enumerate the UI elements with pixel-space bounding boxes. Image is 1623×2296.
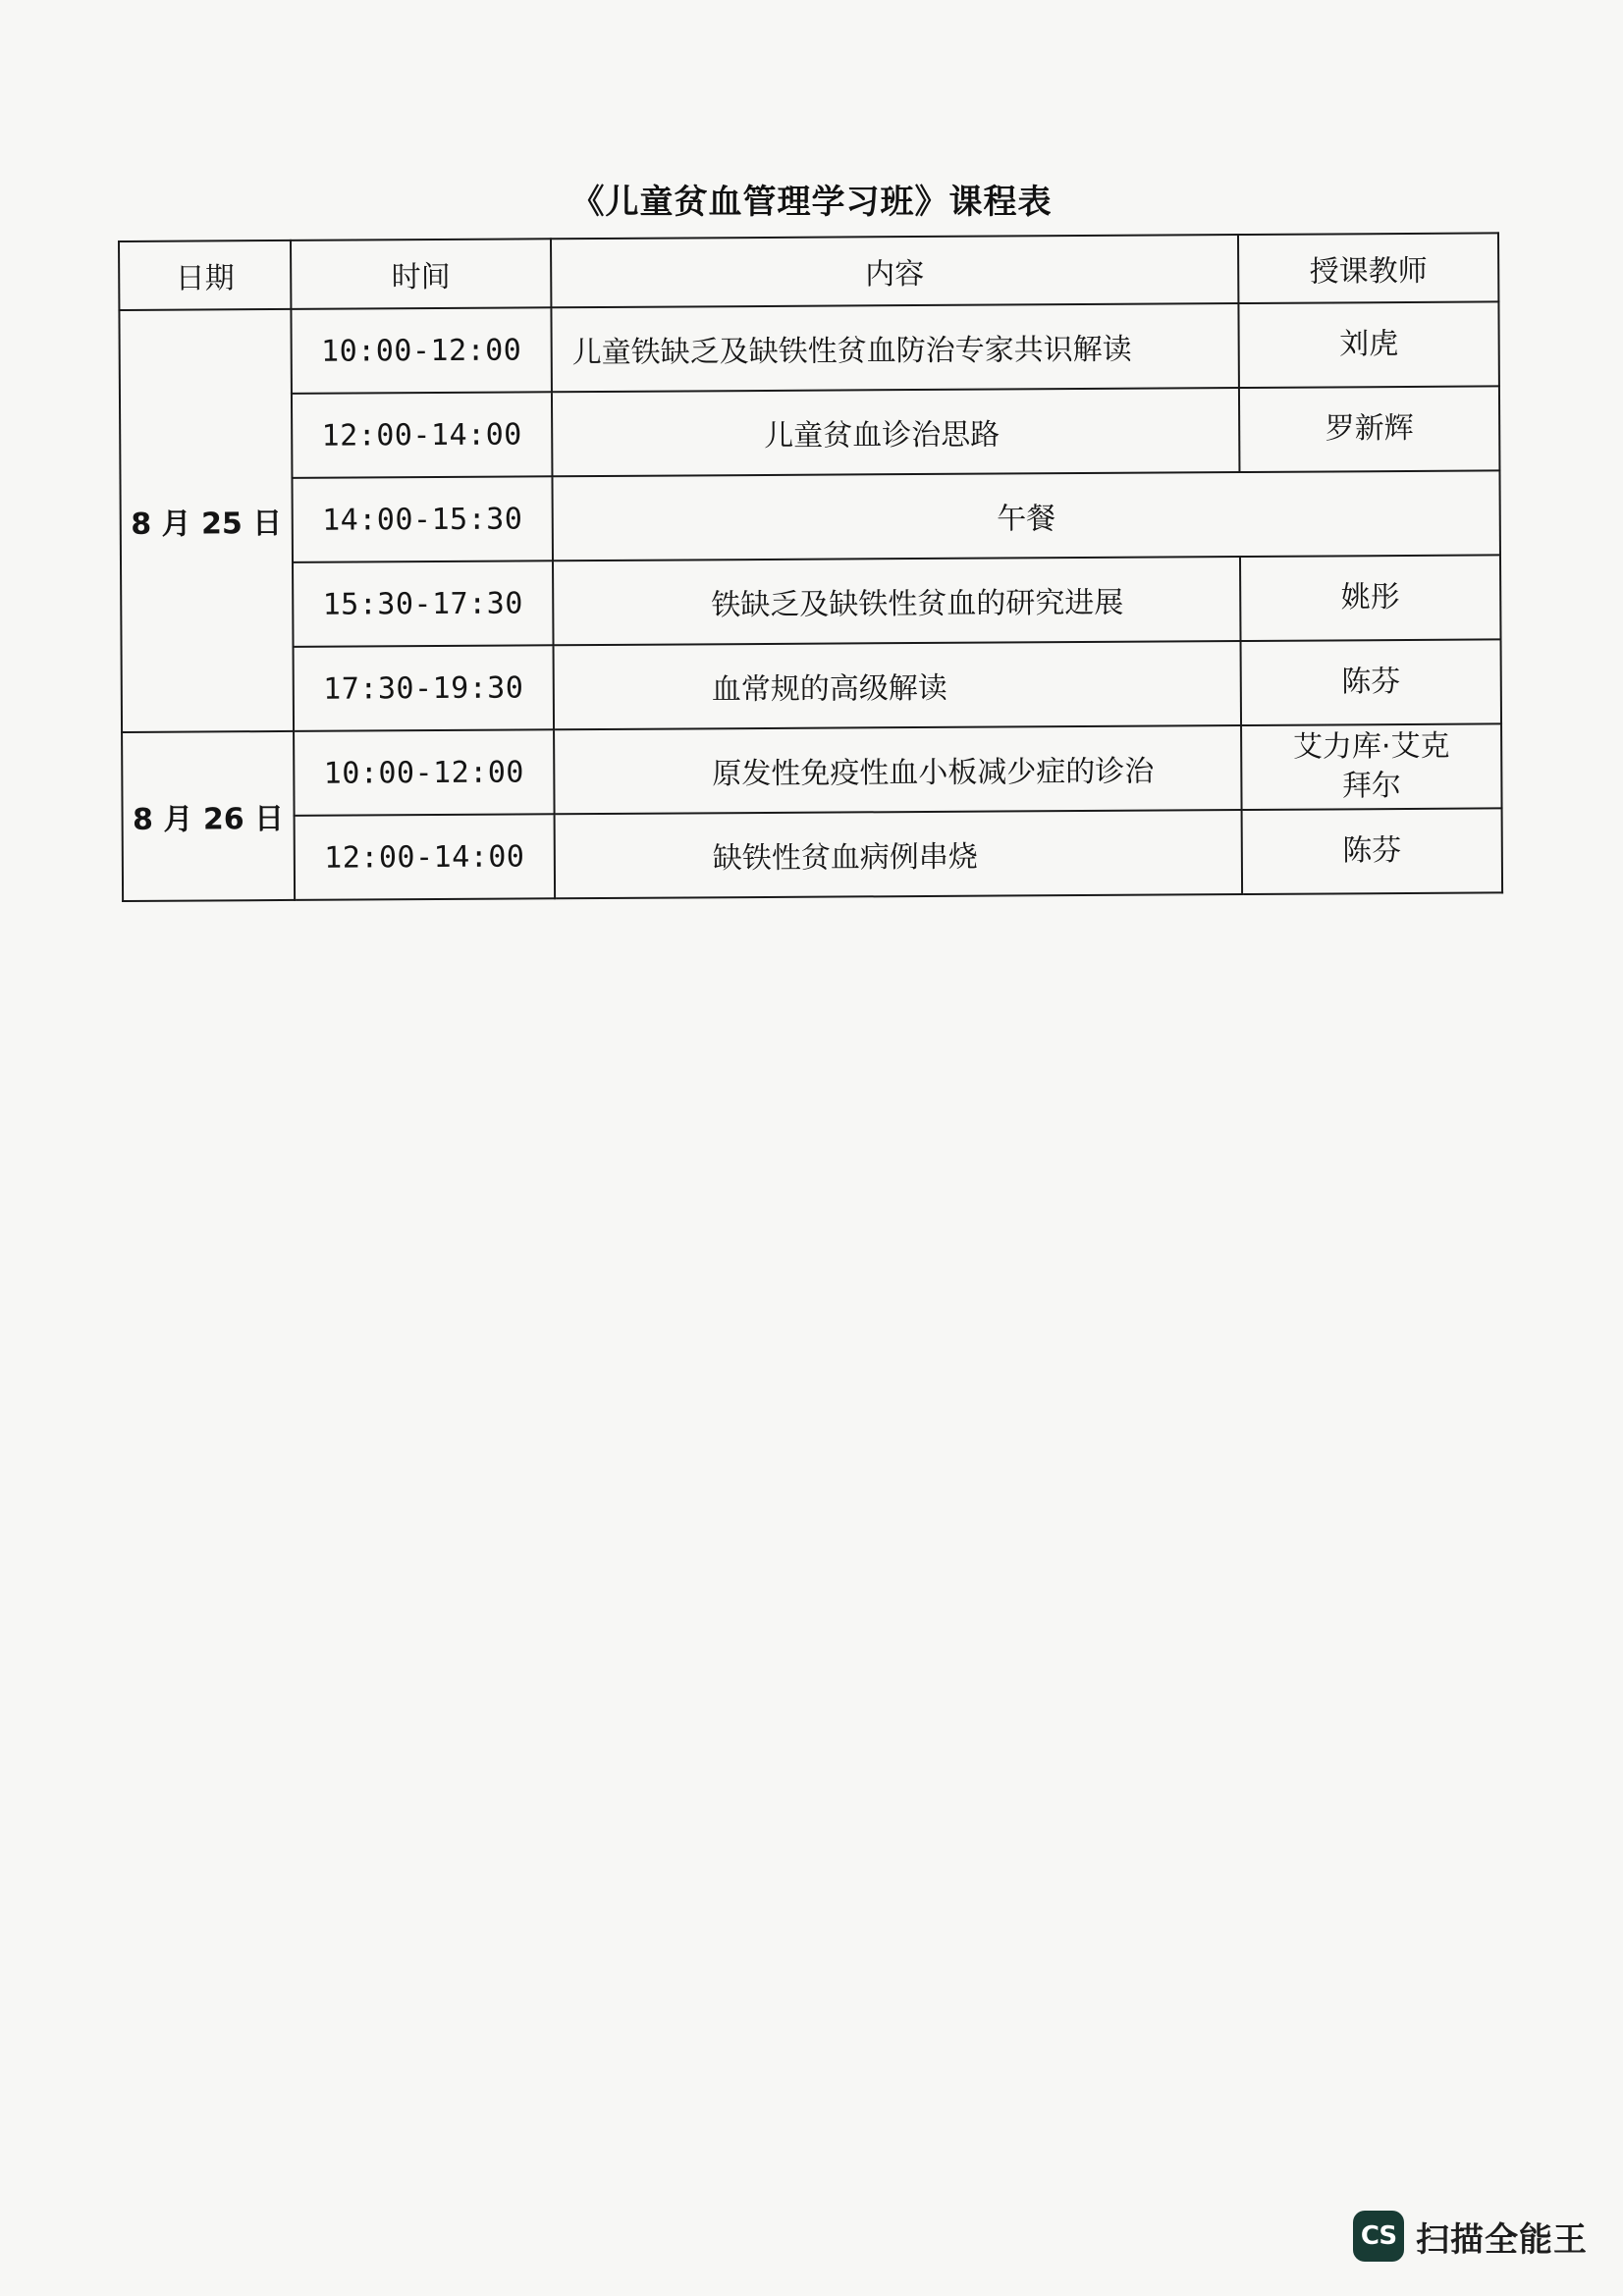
table-row	[120, 386, 1499, 479]
date-cell-day1: 8 月 25 日	[119, 309, 294, 732]
time-cell: 17:30-19:30	[294, 645, 555, 731]
header-content: 内容	[551, 235, 1238, 307]
watermark-label: 扫描全能王	[1416, 2219, 1588, 2260]
teacher-name-line2: 拜尔	[1341, 769, 1402, 804]
content-cell: 儿童铁缺乏及缺铁性贫血防治专家共识解读	[551, 303, 1239, 392]
document-title: 《儿童贫血管理学习班》课程表	[570, 183, 1053, 222]
time-cell: 12:00-14:00	[295, 814, 556, 900]
table-row	[121, 555, 1500, 648]
table-row	[122, 723, 1501, 817]
course-schedule-table	[118, 232, 1503, 902]
time-cell: 10:00-12:00	[291, 307, 552, 394]
teacher-cell: 罗新辉	[1239, 386, 1500, 472]
header-teacher: 授课教师	[1238, 233, 1498, 303]
table-row	[120, 470, 1499, 563]
teacher-cell: 陈芬	[1241, 639, 1502, 725]
teacher-cell: 姚彤	[1240, 555, 1501, 641]
header-date: 日期	[119, 240, 291, 310]
lunch-cell: 午餐	[552, 470, 1500, 561]
table-header-row	[119, 233, 1498, 310]
time-cell: 15:30-17:30	[293, 561, 554, 647]
table-row	[119, 301, 1498, 395]
content-cell: 铁缺乏及缺铁性贫血的研究进展	[553, 557, 1241, 645]
time-cell: 14:00-15:30	[292, 476, 553, 562]
content-cell: 原发性免疫性血小板减少症的诊治	[554, 725, 1242, 814]
content-cell: 缺铁性贫血病例串烧	[555, 810, 1243, 898]
teacher-cell	[1241, 723, 1502, 810]
camscanner-logo-icon: CS	[1353, 2211, 1404, 2262]
date-cell-day2: 8 月 26 日	[122, 731, 295, 901]
table-row	[122, 639, 1501, 732]
header-time: 时间	[291, 239, 551, 309]
content-cell: 血常规的高级解读	[554, 641, 1242, 729]
teacher-cell: 刘虎	[1238, 301, 1499, 388]
table-row	[123, 808, 1502, 901]
scanner-watermark	[1353, 2211, 1588, 2262]
time-cell: 10:00-12:00	[294, 729, 555, 816]
teacher-cell: 陈芬	[1242, 808, 1503, 894]
time-cell: 12:00-14:00	[292, 392, 553, 478]
content-cell: 儿童贫血诊治思路	[552, 388, 1240, 476]
teacher-name-line1: 艾力库·艾克	[1292, 728, 1450, 765]
